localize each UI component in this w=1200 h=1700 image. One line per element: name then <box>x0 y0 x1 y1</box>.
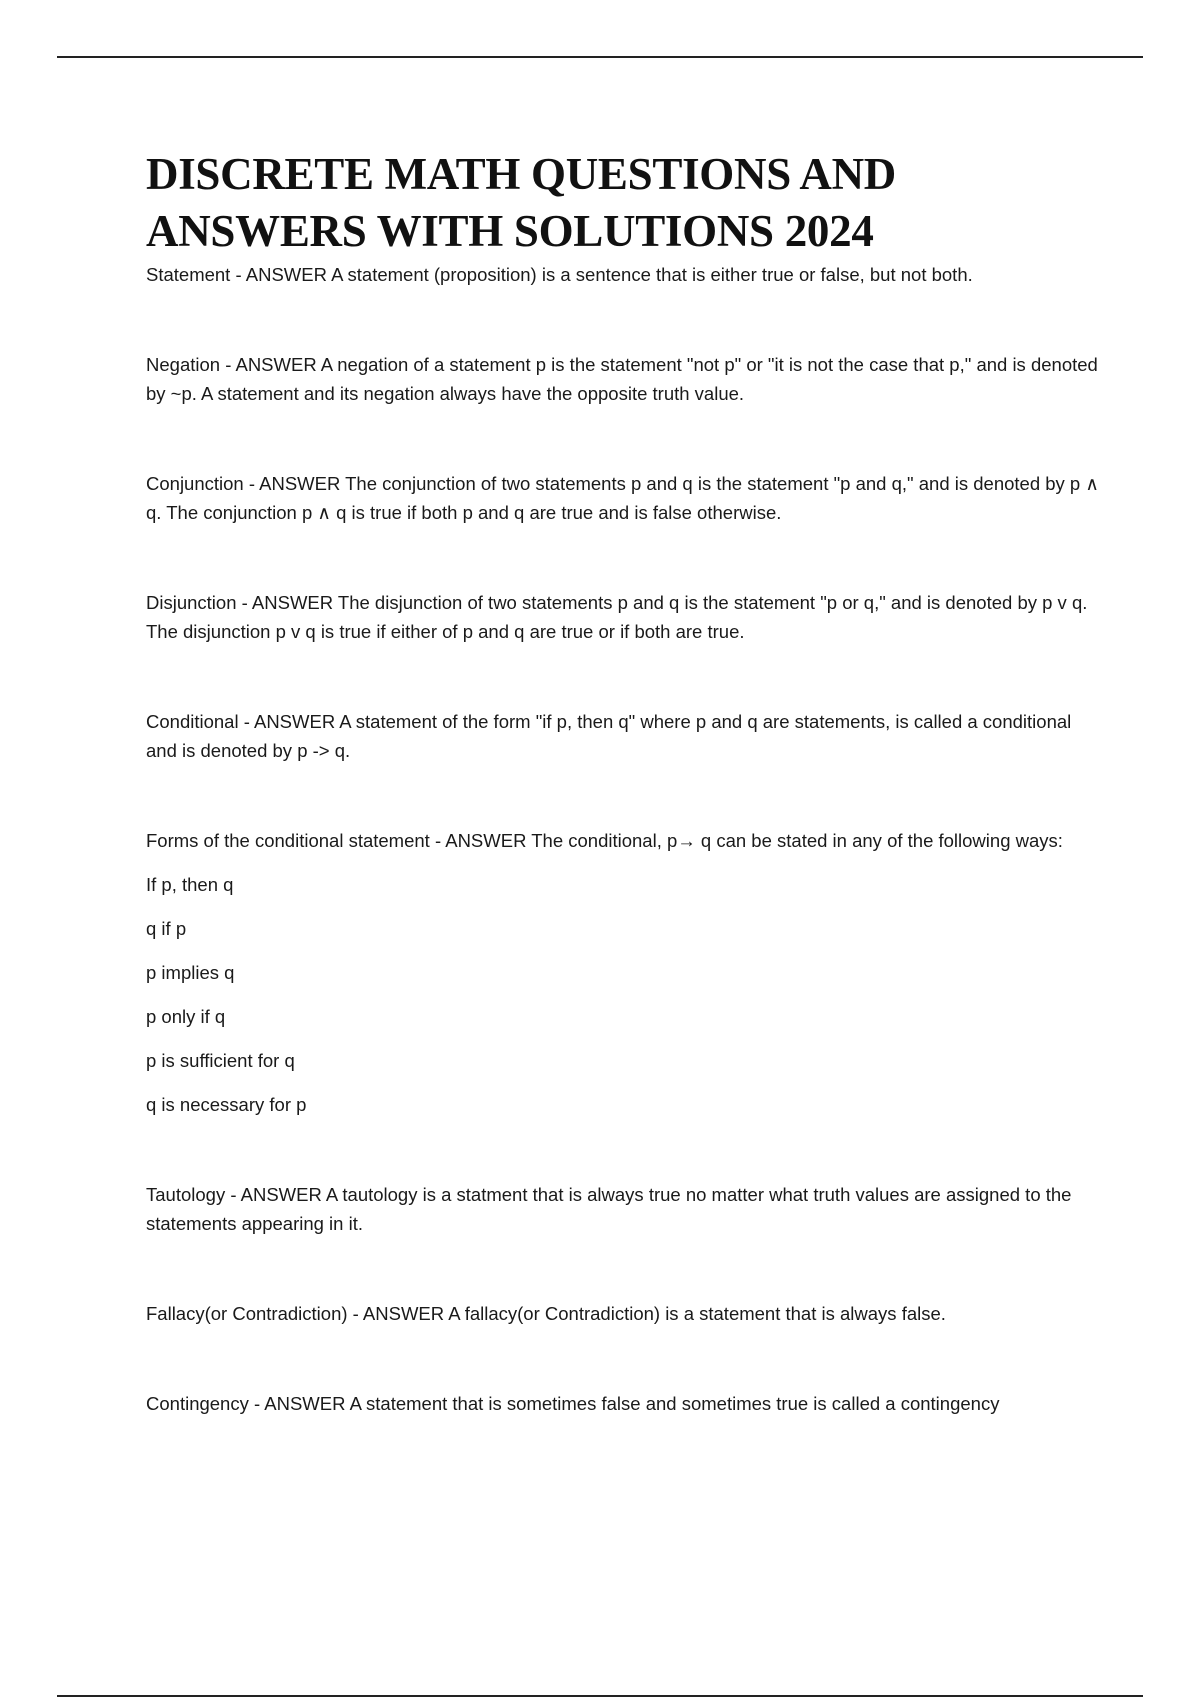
top-rule <box>57 56 1143 58</box>
entry-conditional: Conditional - ANSWER A statement of the form "if p, then q" where p and q are statements, is called a conditional and is denoted by p -> q. <box>146 711 1072 761</box>
list-item: q is necessary for p <box>146 1094 307 1115</box>
document-body <box>146 146 1106 1418</box>
document-title <box>146 146 1106 260</box>
title-line-1: DISCRETE MATH QUESTIONS AND <box>146 149 896 199</box>
entry-fallacy: Fallacy(or Contradiction) - ANSWER A fallacy(or Contradiction) is a statement that is always false. <box>146 1303 946 1324</box>
entry-contingency: Contingency - ANSWER A statement that is sometimes false and sometimes true is called a contingency <box>146 1393 1000 1414</box>
list-item: q if p <box>146 918 187 939</box>
list-item: p is sufficient for q <box>146 1050 295 1071</box>
list-item: If p, then q <box>146 874 234 895</box>
bottom-rule <box>57 1695 1143 1697</box>
entry-conjunction: Conjunction - ANSWER The conjunction of two statements p and q is the statement "p and q," and is denoted by p ∧ q. The conjunction p ∧ q is true if both p and q are true and is false otherwise. <box>146 473 1099 523</box>
entry-disjunction: Disjunction - ANSWER The disjunction of two statements p and q is the statement "p or q," and is denoted by p v q. The disjunction p v q is true if either of p and q are true or if both are true. <box>146 592 1088 642</box>
conditional-forms-list <box>146 870 1106 1119</box>
entry-forms-of-conditional: Forms of the conditional statement - ANSWER The conditional, p→ q can be stated in any of the following ways: <box>146 830 1063 851</box>
title-line-2: ANSWERS WITH SOLUTIONS 2024 <box>146 206 874 256</box>
entry-negation: Negation - ANSWER A negation of a statement p is the statement "not p" or "it is not the case that p," and is denoted by ~p. A statement and its negation always have the opposite truth value. <box>146 354 1098 404</box>
list-item: p implies q <box>146 962 235 983</box>
entry-statement: Statement - ANSWER A statement (proposition) is a sentence that is either true or false, but not both. <box>146 264 973 285</box>
list-item: p only if q <box>146 1006 226 1027</box>
entry-tautology: Tautology - ANSWER A tautology is a statment that is always true no matter what truth values are assigned to the statements appearing in it. <box>146 1184 1072 1234</box>
